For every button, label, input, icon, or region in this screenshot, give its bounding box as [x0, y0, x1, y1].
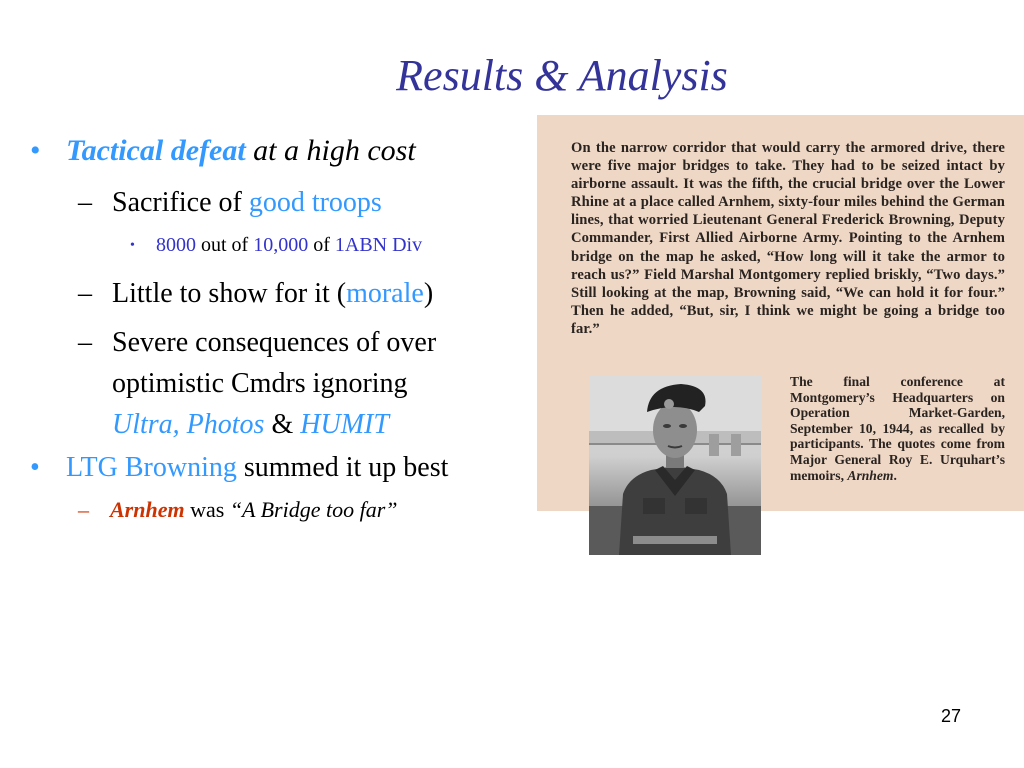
was-text: was — [184, 497, 230, 522]
excerpt-caption — [790, 374, 1005, 483]
dash-marker: – — [78, 187, 92, 218]
out-of-text: out of — [196, 234, 254, 256]
ltg-browning-text: LTG Browning — [66, 452, 237, 483]
excerpt-body: On the narrow corridor that would carry the armored drive, there were five major bridges to take. They had to be seized intact by airborne assault. It was the fifth, the crucial bridge over the Lower Rhine at a place called Arnhem, sixty-four miles behind the German lines, that worried Lieutenant General Frederick Browning, Deputy Commander, First Allied Airborne Army. Pointing to the Arnhem bridge on the map he asked, “How long will it take the armor to reach us?” Field Marshal Montgomery replied briskly, “Two days.” Still looking at the map, Browning said, “We can hold it for four.” Then he added, “But, sir, I think we might be going a bridge too far.” — [571, 140, 1005, 337]
severe-line-2: optimistic Cmdrs ignoring — [112, 368, 408, 399]
dash-marker: – — [78, 327, 92, 358]
dash-marker: – — [78, 497, 89, 522]
caption-end: . — [893, 467, 897, 483]
bullet-casualties — [130, 231, 422, 260]
bullet-marker: • — [30, 134, 41, 167]
ampersand-text: & — [264, 409, 301, 440]
division-strength: 10,000 — [253, 234, 309, 256]
caption-text: The final conference at Montgomery’s Headquarters on Operation Market-Garden, September 10, 1944, as recalled by participants. The quotes come from Major General Roy E. Urquhart’s memoirs, — [790, 374, 1005, 483]
high-cost-text: at a high cost — [245, 134, 416, 167]
slide-title: Results & Analysis — [396, 51, 728, 100]
portrait-illustration — [589, 376, 761, 555]
morale-text: morale — [346, 278, 424, 309]
bullet-marker: • — [30, 452, 40, 483]
tactical-defeat-text: Tactical defeat — [66, 134, 246, 167]
dash-marker: – — [78, 278, 92, 309]
caption-italic: Arnhem — [847, 467, 894, 483]
casualty-count: 8000 — [156, 234, 196, 256]
severe-line-1: Severe consequences of over — [112, 327, 437, 358]
summed-up-text: summed it up best — [236, 452, 449, 483]
sacrifice-text: Sacrifice of — [112, 187, 249, 218]
division-name: 1ABN Div — [334, 234, 423, 256]
little-text: Little to show for it ( — [112, 278, 347, 309]
of-text: of — [308, 234, 335, 256]
paren-close: ) — [423, 278, 434, 309]
bullet-marker: • — [130, 238, 135, 253]
browning-portrait-photo — [589, 376, 761, 555]
page-number: 27 — [940, 706, 962, 726]
bridge-too-far-quote: “A Bridge too far” — [229, 497, 398, 522]
good-troops-text: good troops — [248, 187, 382, 218]
arnhem-text: Arnhem — [110, 497, 185, 522]
ultra-photos-text: Ultra, Photos — [112, 409, 265, 440]
humit-text: HUMIT — [300, 409, 389, 440]
bullet-arnhem — [78, 496, 398, 524]
